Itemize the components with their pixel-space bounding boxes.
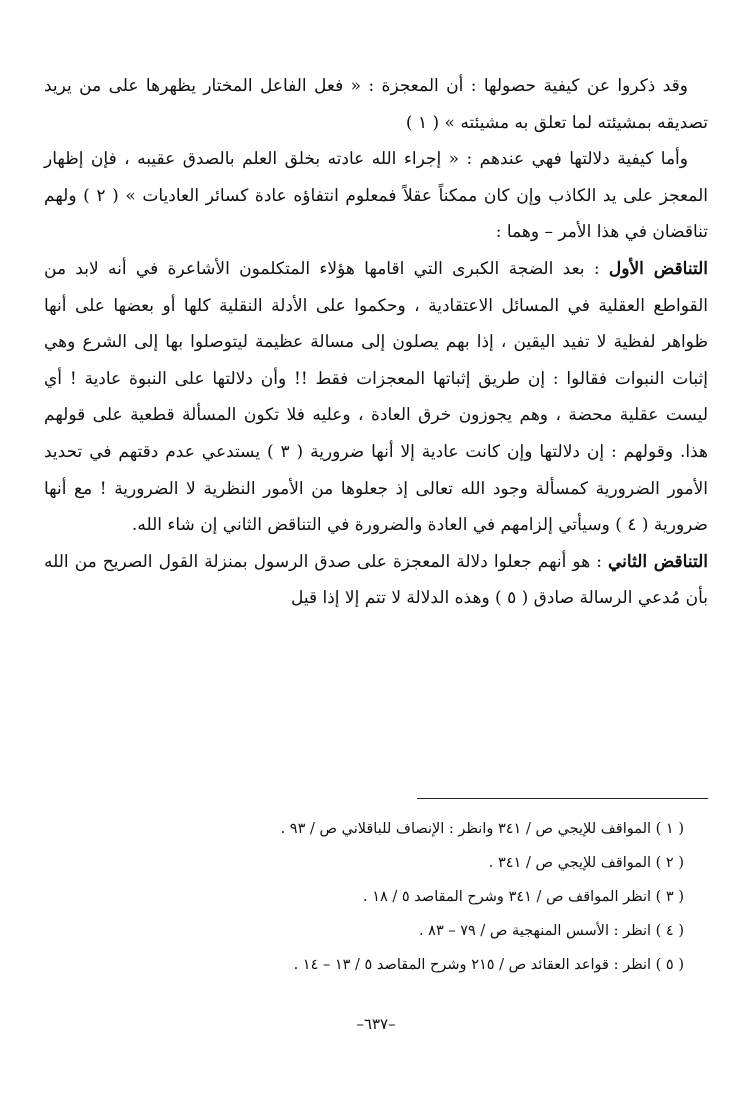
paragraph-first-contradiction (44, 251, 708, 544)
paragraph-heading: التناقض الأول (608, 258, 709, 279)
paragraph-heading: التناقض الثاني (608, 551, 708, 572)
footnote: ( ٤ ) انظر : الأسس المنهجية ص / ٧٩ – ٨٣ . (418, 923, 684, 939)
paragraph-miracle-definition (44, 68, 708, 141)
page-number: –٦٣٧– (356, 1015, 396, 1033)
footnote: ( ٣ ) انظر المواقف ص / ٣٤١ وشرح المقاصد ٥ / ١٨ . (363, 889, 684, 905)
footnote: ( ١ ) المواقف للإيجي ص / ٣٤١ وانظر : الإنصاف للباقلاني ص / ٩٣ . (280, 821, 684, 837)
main-text (44, 68, 708, 617)
footnote-separator (417, 798, 708, 799)
footnotes (44, 812, 684, 982)
paragraph-text: : بعد الضجة الكبرى التي اقامها هؤلاء المتكلمون الأشاعرة في أنه لابد من القواطع العقلية في المسائل الاعتقادية ، وحكموا على الأدلة النقلية كلها أو بعضها على أنها ظواهر لفظية لا تفيد اليقين ، إذا بهم يصلون إلى مسالة عظيمة ليتوصلوا بها إلى الشرع وهي إثبات النبوات فقالوا : إن طريق إثباتها المعجزات فقط !! وأن دلالتها على النبوة عادية ! أي ليست عقلية محضة ، وهم يجوزون خرق العادة ، وعليه فلا تكون المسألة قطعية على قولهم هذا. وقولهم : إن دلالتها وإن كانت عادية إلا أنها ضرورية ( ٣ ) يستدعي عدم دقتهم في تحديد الأمور الضرورية كمسألة وجود الله تعالى إذ جعلوها من الأمور النظرية لا الضرورية ! مع أنها ضرورية ( ٤ ) وسيأتي إلزامهم في العادة والضرورة في التناقض الثاني إن شاء الله. (44, 258, 708, 536)
footnote: ( ٢ ) المواقف للإيجي ص / ٣٤١ . (488, 855, 684, 871)
paragraph-second-contradiction (44, 544, 708, 617)
footnote: ( ٥ ) انظر : قواعد العقائد ص / ٢١٥ وشرح المقاصد ٥ / ١٣ – ١٤ . (293, 957, 684, 973)
paragraph-miracle-indication (44, 141, 708, 251)
paragraph-text: وقد ذكروا عن كيفية حصولها : أن المعجزة : « فعل الفاعل المختار يظهرها على من يريد تصديقه بمشيئته لما تعلق به مشيئته » ( ١ ) (44, 76, 708, 133)
paragraph-text: : هو أنهم جعلوا دلالة المعجزة على صدق الرسول بمنزلة القول الصريح من الله بأن مُدعي الرسالة صادق ( ٥ ) وهذه الدلالة لا تتم إلا إذا قيل (44, 551, 708, 609)
paragraph-text: وأما كيفية دلالتها فهي عندهم : « إجراء الله عادته بخلق العلم بالصدق عقيبه ، فإن إظهار المعجز على يد الكاذب وإن كان ممكناً عقلاً فمعلوم انتفاؤه عادة كسائر العاديات » ( ٢ ) ولهم تناقضان في هذا الأمر – وهما : (44, 149, 708, 243)
